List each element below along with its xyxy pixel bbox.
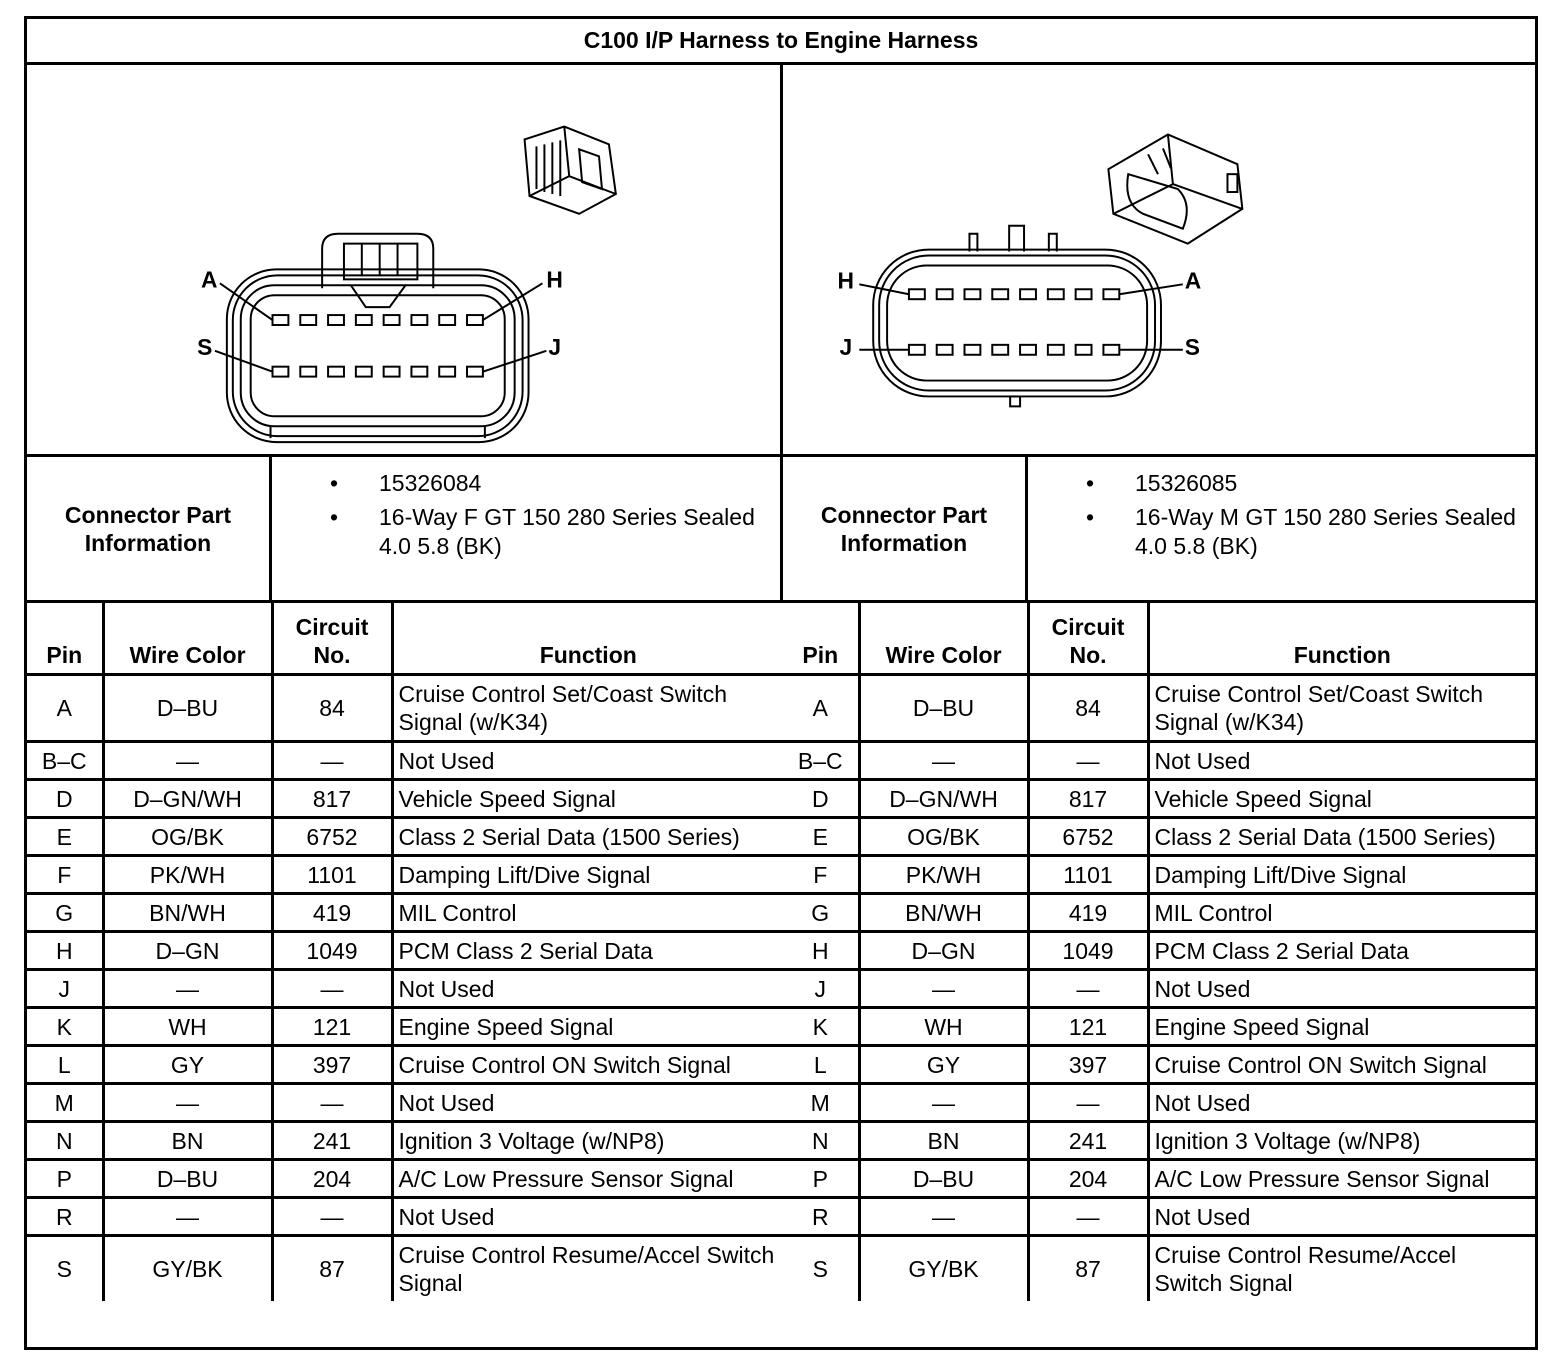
wire-color-cell: GY (103, 1046, 272, 1084)
table-row (783, 1046, 1535, 1084)
circuit-cell: 204 (1028, 1160, 1148, 1198)
function-cell: PCM Class 2 Serial Data (1148, 932, 1535, 970)
header-function: Function (1148, 603, 1535, 675)
function-cell: PCM Class 2 Serial Data (392, 932, 783, 970)
pin-cell: D (783, 780, 859, 818)
bullet-icon: • (1086, 470, 1095, 496)
header-wire-color: Wire Color (103, 603, 272, 675)
pin-cell: L (783, 1046, 859, 1084)
function-cell: Cruise Control Set/Coast Switch Signal (w/K34) (1148, 675, 1535, 742)
table-row (783, 856, 1535, 894)
wire-color-cell: BN/WH (859, 894, 1028, 932)
table-row (783, 1008, 1535, 1046)
pin-label-s-left: S (197, 333, 213, 360)
circuit-cell: 6752 (1028, 818, 1148, 856)
male-connector-drawing (783, 65, 1535, 454)
table-header-row (783, 603, 1535, 675)
function-cell: Not Used (1148, 970, 1535, 1008)
table-row (27, 1084, 783, 1122)
circuit-cell: — (272, 970, 392, 1008)
function-cell: Not Used (1148, 742, 1535, 780)
function-cell: Ignition 3 Voltage (w/NP8) (1148, 1122, 1535, 1160)
part-info-label (27, 457, 272, 600)
function-cell: MIL Control (392, 894, 783, 932)
part-description-text: 16-Way F GT 150 280 Series Sealed 4.0 5.8 (BK) (379, 504, 755, 559)
circuit-cell: 397 (272, 1046, 392, 1084)
pin-label-h-right: H (837, 267, 854, 294)
circuit-cell: 419 (1028, 894, 1148, 932)
wire-color-cell: D–BU (103, 1160, 272, 1198)
pin-cell: N (783, 1122, 859, 1160)
part-info-label-line2: Information (840, 529, 968, 556)
page-title: C100 I/P Harness to Engine Harness (27, 19, 1535, 65)
circuit-cell: — (272, 742, 392, 780)
part-info-left (27, 457, 783, 603)
function-cell: Class 2 Serial Data (1500 Series) (1148, 818, 1535, 856)
wire-color-cell: D–GN (103, 932, 272, 970)
circuit-cell: 6752 (272, 818, 392, 856)
female-connector-diagram (27, 65, 783, 457)
table-row (27, 675, 783, 742)
pin-cell: G (783, 894, 859, 932)
part-info-label-line1: Connector Part (820, 501, 988, 528)
header-circuit-line1: Circuit (295, 614, 369, 640)
header-circuit-line2: No. (313, 642, 351, 668)
pin-cell: G (27, 894, 103, 932)
wire-color-cell: GY/BK (859, 1236, 1028, 1302)
wire-color-cell: BN/WH (103, 894, 272, 932)
part-info-label (783, 457, 1028, 600)
wire-color-cell: — (103, 970, 272, 1008)
part-number-text: 15326084 (379, 470, 482, 496)
pin-cell: E (783, 818, 859, 856)
male-pin-row-top (909, 289, 1119, 299)
pin-table-left (27, 603, 783, 1301)
pin-cell: H (783, 932, 859, 970)
part-number-text: 15326085 (1135, 470, 1238, 496)
circuit-cell: 87 (272, 1236, 392, 1302)
wire-color-cell: PK/WH (103, 856, 272, 894)
table-row (783, 1198, 1535, 1236)
table-row (27, 1008, 783, 1046)
wire-color-cell: — (859, 970, 1028, 1008)
circuit-cell: 817 (272, 780, 392, 818)
function-cell: Vehicle Speed Signal (1148, 780, 1535, 818)
header-circuit-line1: Circuit (1051, 614, 1125, 640)
wire-color-cell: — (103, 1084, 272, 1122)
function-cell: A/C Low Pressure Sensor Signal (1148, 1160, 1535, 1198)
function-cell: Vehicle Speed Signal (392, 780, 783, 818)
header-function: Function (392, 603, 783, 675)
pin-cell: M (783, 1084, 859, 1122)
pin-cell: B–C (27, 742, 103, 780)
circuit-cell: 1049 (272, 932, 392, 970)
header-pin: Pin (783, 603, 859, 675)
circuit-cell: 1101 (1028, 856, 1148, 894)
table-row (783, 970, 1535, 1008)
pin-cell: R (27, 1198, 103, 1236)
pin-label-s-right: S (1184, 333, 1201, 360)
circuit-cell: — (1028, 742, 1148, 780)
part-info-list (1028, 457, 1535, 600)
circuit-cell: — (1028, 1084, 1148, 1122)
table-header-row (27, 603, 783, 675)
bullet-icon: • (330, 470, 339, 496)
circuit-cell: — (1028, 1198, 1148, 1236)
part-number (272, 469, 780, 498)
function-cell: Damping Lift/Dive Signal (1148, 856, 1535, 894)
female-pin-row-top (273, 315, 483, 325)
table-row (27, 894, 783, 932)
header-pin: Pin (27, 603, 103, 675)
male-connector-3d-icon (1108, 134, 1242, 243)
part-info-label-line2: Information (84, 529, 212, 556)
circuit-cell: 241 (1028, 1122, 1148, 1160)
table-row (27, 1046, 783, 1084)
function-cell: Engine Speed Signal (1148, 1008, 1535, 1046)
male-pin-row-bottom (909, 345, 1119, 355)
function-cell: Engine Speed Signal (392, 1008, 783, 1046)
function-cell: Cruise Control Resume/Accel Switch Signal (392, 1236, 783, 1302)
circuit-cell: 84 (1028, 675, 1148, 742)
wire-color-cell: D–BU (859, 1160, 1028, 1198)
pin-cell: S (27, 1236, 103, 1302)
table-row (783, 780, 1535, 818)
function-cell: Cruise Control Resume/Accel Switch Signal (1148, 1236, 1535, 1302)
function-cell: Class 2 Serial Data (1500 Series) (392, 818, 783, 856)
table-row (27, 856, 783, 894)
pin-cell: J (783, 970, 859, 1008)
table-row (27, 1236, 783, 1302)
pin-cell: S (783, 1236, 859, 1302)
part-description-text: 16-Way M GT 150 280 Series Sealed 4.0 5.8 (BK) (1135, 504, 1516, 559)
part-description (1028, 503, 1535, 561)
pin-cell: H (27, 932, 103, 970)
pin-cell: F (27, 856, 103, 894)
pin-label-j-right: J (839, 333, 853, 360)
pin-cell: A (27, 675, 103, 742)
circuit-cell: 1101 (272, 856, 392, 894)
wire-color-cell: D–GN (859, 932, 1028, 970)
circuit-cell: 397 (1028, 1046, 1148, 1084)
table-row (783, 742, 1535, 780)
circuit-cell: 87 (1028, 1236, 1148, 1302)
table-row (27, 970, 783, 1008)
table-row (783, 1236, 1535, 1302)
pin-cell: K (27, 1008, 103, 1046)
circuit-cell: 121 (272, 1008, 392, 1046)
function-cell: Cruise Control Set/Coast Switch Signal (w/K34) (392, 675, 783, 742)
function-cell: Not Used (392, 1198, 783, 1236)
pin-cell: R (783, 1198, 859, 1236)
circuit-cell: — (272, 1084, 392, 1122)
function-cell: Not Used (392, 970, 783, 1008)
female-connector-drawing (27, 65, 780, 454)
female-connector-3d-icon (525, 127, 616, 214)
circuit-cell: 419 (272, 894, 392, 932)
wire-color-cell: D–GN/WH (859, 780, 1028, 818)
pin-table-right (783, 603, 1535, 1301)
circuit-cell: 204 (272, 1160, 392, 1198)
table-row (783, 1160, 1535, 1198)
wire-color-cell: GY/BK (103, 1236, 272, 1302)
pin-cell: M (27, 1084, 103, 1122)
wire-color-cell: GY (859, 1046, 1028, 1084)
pin-cell: E (27, 818, 103, 856)
header-circuit (272, 603, 392, 675)
connector-sheet (24, 16, 1538, 1350)
header-circuit-line2: No. (1069, 642, 1107, 668)
bullet-icon: • (1086, 504, 1095, 530)
part-number (1028, 469, 1535, 498)
table-row (783, 818, 1535, 856)
pin-cell: K (783, 1008, 859, 1046)
function-cell: Damping Lift/Dive Signal (392, 856, 783, 894)
circuit-cell: 817 (1028, 780, 1148, 818)
circuit-cell: 1049 (1028, 932, 1148, 970)
table-row (27, 932, 783, 970)
circuit-cell: 121 (1028, 1008, 1148, 1046)
pin-cell: F (783, 856, 859, 894)
table-row (783, 1122, 1535, 1160)
wire-color-cell: — (859, 742, 1028, 780)
pin-label-j-left: J (548, 333, 562, 360)
pin-cell: L (27, 1046, 103, 1084)
table-row (783, 932, 1535, 970)
header-wire-color: Wire Color (859, 603, 1028, 675)
table-row (27, 742, 783, 780)
header-circuit (1028, 603, 1148, 675)
function-cell: Not Used (392, 1084, 783, 1122)
pin-cell: A (783, 675, 859, 742)
table-row (27, 1122, 783, 1160)
table-row (27, 818, 783, 856)
male-connector-diagram (783, 65, 1535, 457)
pin-cell: D (27, 780, 103, 818)
female-pin-row-bottom (273, 367, 483, 377)
wire-color-cell: BN (103, 1122, 272, 1160)
wire-color-cell: WH (859, 1008, 1028, 1046)
wire-color-cell: — (859, 1198, 1028, 1236)
circuit-cell: 84 (272, 675, 392, 742)
part-info-right (783, 457, 1535, 603)
table-row (783, 1084, 1535, 1122)
function-cell: MIL Control (1148, 894, 1535, 932)
function-cell: Ignition 3 Voltage (w/NP8) (392, 1122, 783, 1160)
function-cell: Not Used (1148, 1198, 1535, 1236)
bullet-icon: • (330, 504, 339, 530)
function-cell: Cruise Control ON Switch Signal (392, 1046, 783, 1084)
wire-color-cell: D–BU (103, 675, 272, 742)
wire-color-cell: D–GN/WH (103, 780, 272, 818)
pin-label-h-left: H (546, 266, 563, 293)
pin-cell: P (783, 1160, 859, 1198)
pin-label-a-right: A (1184, 267, 1202, 294)
wire-color-cell: OG/BK (103, 818, 272, 856)
pin-label-a-left: A (201, 266, 218, 293)
wire-color-cell: OG/BK (859, 818, 1028, 856)
circuit-cell: 241 (272, 1122, 392, 1160)
table-row (27, 780, 783, 818)
function-cell: Not Used (392, 742, 783, 780)
wire-color-cell: PK/WH (859, 856, 1028, 894)
wire-color-cell: — (103, 1198, 272, 1236)
table-row (27, 1160, 783, 1198)
wire-color-cell: BN (859, 1122, 1028, 1160)
wire-color-cell: D–BU (859, 675, 1028, 742)
function-cell: Cruise Control ON Switch Signal (1148, 1046, 1535, 1084)
part-info-label-line1: Connector Part (64, 501, 232, 528)
part-description (272, 503, 780, 561)
pin-cell: B–C (783, 742, 859, 780)
table-row (27, 1198, 783, 1236)
function-cell: Not Used (1148, 1084, 1535, 1122)
wire-color-cell: WH (103, 1008, 272, 1046)
table-row (783, 894, 1535, 932)
pin-cell: N (27, 1122, 103, 1160)
function-cell: A/C Low Pressure Sensor Signal (392, 1160, 783, 1198)
wire-color-cell: — (103, 742, 272, 780)
pin-cell: J (27, 970, 103, 1008)
part-info-list (272, 457, 780, 600)
pin-cell: P (27, 1160, 103, 1198)
table-row (783, 675, 1535, 742)
circuit-cell: — (272, 1198, 392, 1236)
wire-color-cell: — (859, 1084, 1028, 1122)
circuit-cell: — (1028, 970, 1148, 1008)
